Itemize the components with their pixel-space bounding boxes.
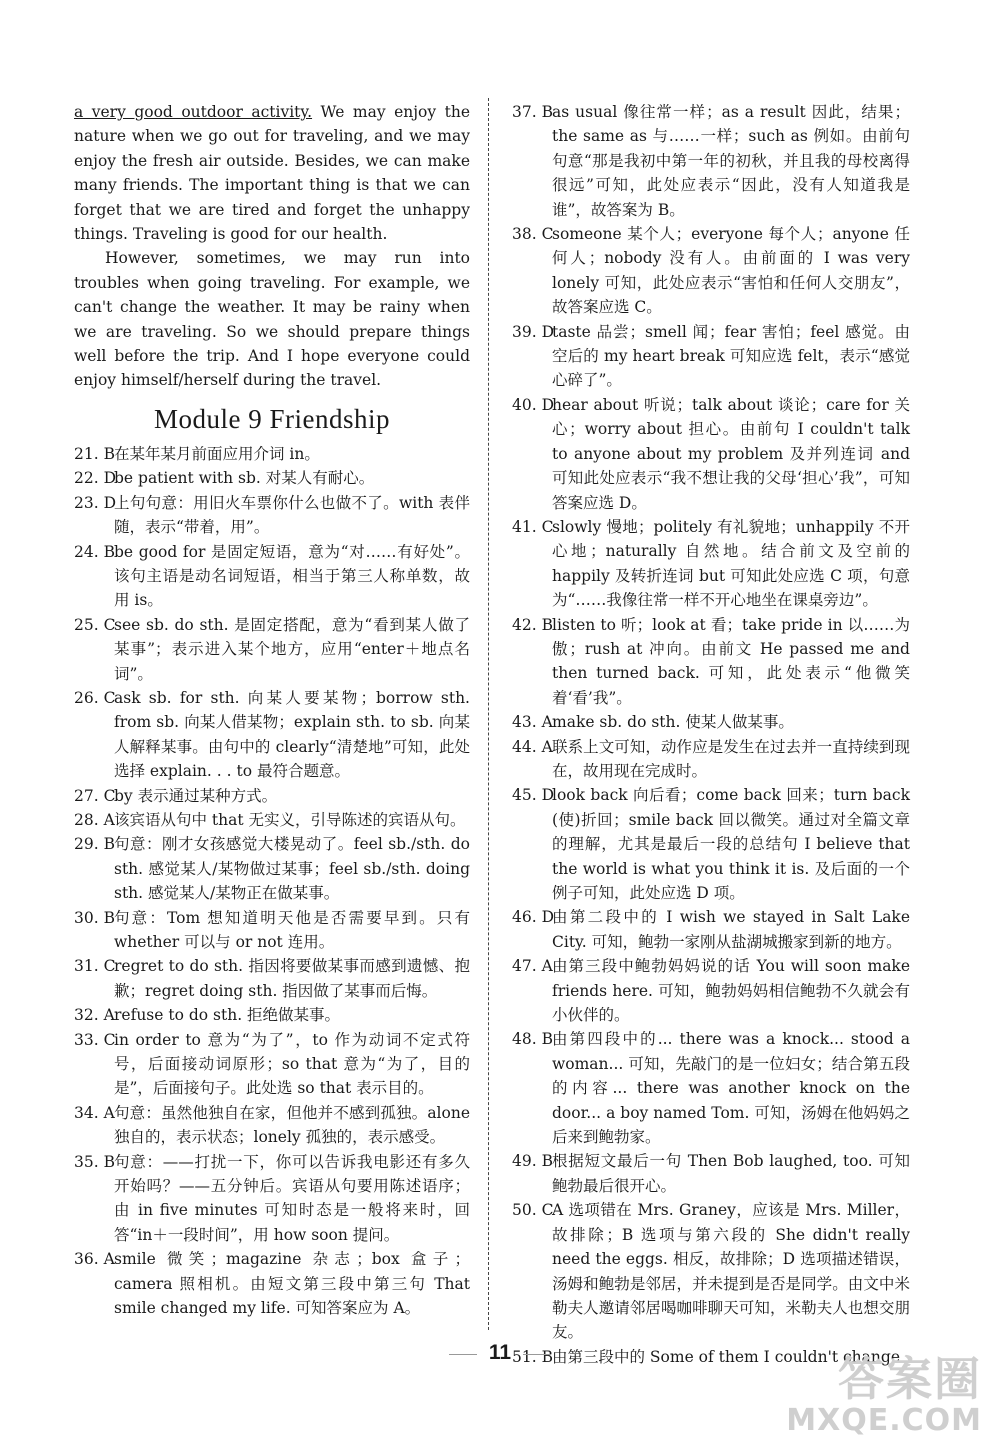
answer-number: 22. D — [74, 469, 117, 488]
answer-item — [512, 222, 910, 320]
answer-item — [512, 905, 910, 954]
answer-item — [512, 1198, 910, 1344]
answer-explanation: 句意：刚才女孩感觉大楼晃动了。feel sb./sth. do sth. 感觉某人/某物做过某事；feel sb./sth. doing sth. 感觉某人/某物正在做某事。 — [114, 835, 470, 903]
answer-explanation: refuse to do sth. 拒绝做某事。 — [114, 1006, 341, 1025]
answer-explanation: see sb. do sth. 是固定搭配，意为“看到某人做了某事”；表示进入某个地方，应用“enter＋地点名词”。 — [114, 615, 470, 683]
answer-explanation: smile 微笑；magazine 杂志；box 盒子；camera 照相机。由短文第三段中第三句 That smile changed my life. 可知答案应为 A。 — [114, 1250, 470, 1318]
answer-item — [512, 613, 910, 711]
left-column — [74, 100, 470, 1321]
answer-explanation: slowly 慢地；politely 有礼貌地；unhappily 不开心地；naturally 自然地。结合前文及空前的 happily 及转折连词 but 可知此处应选 C 项，句意为“……我像往常一样不开心地坐在课桌旁边”。 — [552, 517, 910, 610]
answer-number: 48. B — [512, 1030, 553, 1049]
answer-number: 50. C — [512, 1201, 554, 1220]
answer-number: 43. A — [512, 713, 553, 732]
answer-item — [74, 1101, 470, 1150]
answer-number: 37. B — [512, 103, 553, 121]
answer-number: 39. D — [512, 322, 555, 341]
answer-number: 45. D — [512, 786, 555, 805]
answer-explanation: 由第三段中鲍勃妈妈说的话 You will soon make friends here. 可知，鲍勃妈妈相信鲍勃不久就会有小伙伴的。 — [552, 957, 910, 1025]
essay-paragraph-1-text: We may enjoy the nature when we go out for traveling, and we may enjoy the fresh air outside. Besides, we can make many friends. The important thing is that we can forget that we are tired and forget the unhappy things. Traveling is good for our health. — [74, 103, 470, 244]
answer-explanation: A 选项错在 Mrs. Graney，应该是 Mrs. Miller，故排除；B 选项与第六段的 She didn't really need the eggs. 相反，故排除；D 选项描述错误，汤姆和鲍勃是邻居，并未提到是否是同学。由文中米勒夫人邀请邻居喝咖啡聊天可知，米勒夫人也想交朋友。 — [552, 1201, 910, 1342]
answer-explanation: 根据短文最后一句 Then Bob laughed, too. 可知鲍勃最后很开心。 — [552, 1152, 910, 1195]
essay-paragraph-1 — [74, 100, 470, 246]
answer-explanation: 在某年某月前面应用介词 in。 — [114, 444, 320, 463]
watermark — [786, 1354, 982, 1438]
answer-item — [512, 710, 910, 734]
answer-item — [74, 1003, 470, 1027]
answer-item — [74, 808, 470, 832]
answer-number: 23. D — [74, 493, 117, 512]
answer-number: 31. C — [74, 957, 116, 976]
answer-item — [74, 442, 470, 466]
answer-explanation: 由第四段中的... there was a knock... stood a woman... 可知，先敲门的是一位妇女；结合第五段的内容... there was another knock on the door... a boy named Tom. 可知，汤姆在他妈妈之后来到鲍勃家。 — [552, 1030, 910, 1147]
answer-explanation: hear about 听说；talk about 谈论；care for 关心；worry about 担心。由前句 I couldn't talk to anyone about my problem 及并列连词 and 可知此处应表示“我不想让我的父母‘担心’我”，可知答案应选 D。 — [552, 395, 910, 512]
answer-item — [74, 954, 470, 1003]
answer-explanation: 该宾语从句中 that 无实义，引导陈述的宾语从句。 — [114, 810, 466, 829]
answer-number: 41. C — [512, 517, 554, 536]
answer-number: 26. C — [74, 688, 116, 707]
answer-item — [74, 1028, 470, 1101]
answer-explanation: 句意：——打扰一下，你可以告诉我电影还有多久开始吗？——五分钟后。宾语从句要用陈述语序；由 in five minutes 可知时态是一般将来时，回答“in＋一段时间”，用 how soon 提问。 — [114, 1152, 470, 1244]
footer-rule-right — [523, 1354, 551, 1355]
answer-item — [74, 832, 470, 905]
answer-number: 30. B — [74, 908, 115, 927]
answer-explanation: in order to 意为“为了”，to 作为动词不定式符号，后面接动词原形；so that 意为“为了，目的是”，后面接句子。此处选 so that 表示目的。 — [114, 1030, 470, 1098]
answer-number: 27. C — [74, 786, 116, 805]
answer-item — [74, 613, 470, 686]
answer-number: 38. C — [512, 225, 554, 244]
answer-item — [512, 393, 910, 515]
answer-number: 36. A — [74, 1250, 115, 1269]
answer-explanation: listen to 听；look at 看；take pride in 以……为傲；rush at 冲向。由前文 He passed me and then turned back. 可知，此处表示“他微笑着‘看’我”。 — [552, 615, 910, 707]
answer-explanation: 句意：Tom 想知道明天他是否需要早到。只有 whether 可以与 or not 连用。 — [114, 908, 470, 951]
answer-explanation: as usual 像往常一样；as a result 因此，结果；the same as 与……一样；such as 例如。由前句句意“那是我初中第一年的初秋，并且我的母校离得很远”可知，此处应表示“因此，没有人知道我是谁”，故答案为 B。 — [552, 103, 910, 219]
answer-explanation: someone 某个人；everyone 每个人；anyone 任何人；nobody 没有人。由前面的 I was very lonely 可知，此处应表示“害怕和任何人交朋友”，故答案应选 C。 — [552, 225, 910, 317]
answer-number: 44. A — [512, 737, 553, 756]
answer-explanation: look back 向后看；come back 回来；turn back (使)折回；smile back 回以微笑。通过对全篇文章的理解，尤其是最后一段的总结句 I believe that the world is what you think it is. 及后面的一个例子可知，此处应选 D 项。 — [552, 786, 910, 902]
answer-number: 42. B — [512, 615, 553, 634]
answer-item — [512, 320, 910, 393]
answer-item — [512, 1027, 910, 1149]
answer-explanation: taste 品尝；smell 闻；fear 害怕；feel 感觉。由空后的 my heart break 可知应选 felt，表示“感觉心碎了”。 — [552, 322, 910, 390]
answer-item — [74, 466, 470, 490]
answer-item — [74, 491, 470, 540]
answer-number: 21. B — [74, 444, 115, 463]
answer-explanation: make sb. do sth. 使某人做某事。 — [552, 713, 794, 732]
answer-number: 32. A — [74, 1006, 115, 1025]
answer-item — [74, 784, 470, 808]
answer-number: 51. B — [512, 1347, 553, 1366]
answer-item — [74, 1150, 470, 1248]
answer-item — [512, 1149, 910, 1198]
answer-number: 40. D — [512, 395, 555, 414]
footer-rule-left — [449, 1354, 477, 1355]
answer-explanation: 句意：虽然他独自在家，但他并不感到孤独。alone 独自的，表示状态；lonely 孤独的，表示感受。 — [114, 1103, 470, 1147]
answer-item — [74, 1247, 470, 1320]
page-number: 11 — [488, 1341, 512, 1364]
answer-item — [74, 686, 470, 784]
answer-explanation: 由第二段中的 I wish we stayed in Salt Lake City. 可知，鲍勃一家刚从盐湖城搬家到新的地方。 — [552, 908, 910, 951]
answer-explanation: 上句句意：用旧火车票你什么也做不了。with 表伴随，表示“带着，用”。 — [114, 493, 470, 537]
essay-underlined-lead: a very good outdoor activity. — [74, 103, 313, 121]
answer-item — [512, 783, 910, 905]
answer-number: 34. A — [74, 1103, 115, 1122]
answer-item — [512, 954, 910, 1027]
answer-number: 49. B — [512, 1152, 553, 1171]
answer-number: 47. A — [512, 957, 553, 976]
answer-explanation: regret to do sth. 指因将要做某事而感到遗憾、抱歉；regret doing sth. 指因做了某事而后悔。 — [114, 957, 470, 1000]
answer-number: 35. B — [74, 1152, 115, 1171]
module-title: Module 9 Friendship — [154, 403, 390, 434]
answer-explanation: 联系上文可知，动作应是发生在过去并一直持续到现在，故用现在完成时。 — [552, 737, 910, 780]
answer-number: 33. C — [74, 1030, 116, 1049]
answer-item — [512, 515, 910, 613]
column-divider — [488, 98, 489, 1330]
answer-list-left — [74, 442, 470, 1321]
answer-number: 25. C — [74, 615, 116, 634]
answer-number: 29. B — [74, 835, 115, 854]
watermark-url: MXQE.COM — [786, 1403, 982, 1438]
answer-item — [512, 100, 910, 222]
answer-explanation: be good for 是固定短语，意为“对……有好处”。该句主语是动名词短语，相当于第三人称单数，故用 is。 — [114, 542, 470, 610]
answer-explanation: ask sb. for sth. 向某人要某物；borrow sth. from sb. 向某人借某物；explain sth. to sb. 向某人解释某事。由句中的 clearly“清楚地”可知，此处选择 explain. . . to 最符合题意。 — [114, 688, 470, 781]
answer-number: 46. D — [512, 908, 555, 927]
answer-item — [512, 735, 910, 784]
answer-explanation: be patient with sb. 对某人有耐心。 — [114, 469, 375, 488]
right-column — [512, 100, 910, 1369]
answer-item — [74, 540, 470, 613]
essay-paragraph-2: However, sometimes, we may run into troubles when going traveling. For example, we can't change the weather. It may be rainy when we are traveling. So we should prepare things well before the trip. And I hope everyone could enjoy himself/herself during the travel. — [74, 249, 470, 390]
answer-item — [74, 906, 470, 955]
answer-explanation: 由第三段中的 Some of them I couldn't change — [552, 1347, 900, 1366]
answer-number: 28. A — [74, 810, 115, 829]
answer-explanation: by 表示通过某种方式。 — [114, 786, 278, 805]
answer-number: 24. B — [74, 542, 115, 561]
watermark-logo: 答案圈 — [838, 1352, 982, 1406]
